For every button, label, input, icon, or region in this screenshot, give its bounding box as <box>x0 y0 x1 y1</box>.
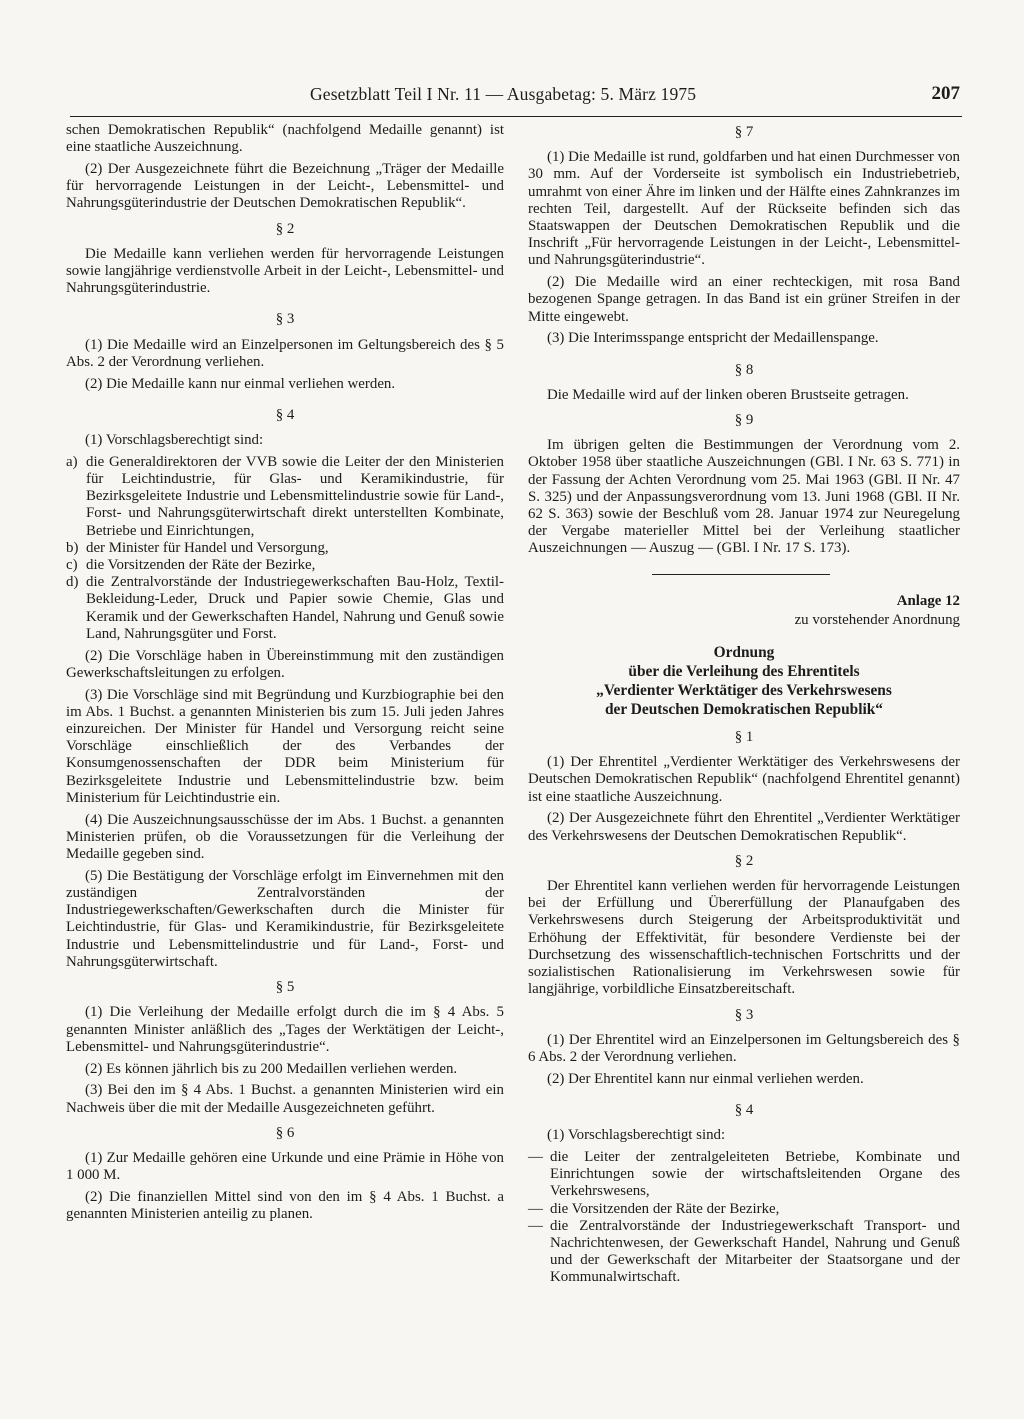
list-item <box>66 454 504 540</box>
paragraph: (1) Der Ehrentitel wird an Einzelpersonen im Geltungsbereich des § 6 Abs. 2 der Verordnung verliehen. <box>528 1031 960 1065</box>
list-text: der Minister für Handel und Versorgung, <box>86 539 329 556</box>
list-label: c) <box>66 557 78 574</box>
annex-label: Anlage 12 <box>896 592 960 609</box>
paragraph: Die Medaille kann verliehen werden für hervorragende Leistungen sowie langjährige verdienstvolle Arbeit in der Leicht-, Lebensmittel- und Nahrungsgüterindustrie. <box>66 245 504 297</box>
title-line: „Verdienter Werktätiger des Verkehrswesens <box>596 682 892 700</box>
running-title: Gesetzblatt Teil I Nr. 11 — Ausgabetag: 5. März 1975 <box>310 84 697 104</box>
list-dash: — <box>528 1148 543 1165</box>
list-item <box>528 1201 960 1218</box>
paragraph: (2) Der Ausgezeichnete führt den Ehrentitel „Verdienter Werktätiger des Verkehrswesens der Deutschen Demokratischen Republik“. <box>528 810 960 844</box>
paragraph: Im übrigen gelten die Bestimmungen der Verordnung vom 2. Oktober 1958 über staatliche Auszeichnungen (GBl. I Nr. 63 S. 771) in der Fassung der Achten Verordnung vom 25. Mai 1963 (GBl. II Nr. 47 S. 325) und der Anpassungsverordnung vom 13. Juni 1968 (GBl. II Nr. 62 S. 363) sowie der Beschluß vom 28. Januar 1974 zur Neuregelung der Vergabe materieller Mittel bei der Verleihung staatlicher Auszeichnungen — Auszug — (GBl. I Nr. 17 S. 173). <box>528 437 960 557</box>
list-label: a) <box>66 453 78 470</box>
page-header <box>70 82 962 117</box>
list-item <box>66 574 504 643</box>
paragraph: (3) Die Interimsspange entspricht der Medaillenspange. <box>547 330 879 347</box>
paragraph: (2) Der Ehrentitel kann nur einmal verliehen werden. <box>547 1070 864 1087</box>
list-label: d) <box>66 574 79 591</box>
paragraph: (1) Der Ehrentitel „Verdienter Werktätiger des Verkehrswesens der Deutschen Demokratischen Republik“ (nachfolgend Ehrentitel genannt) ist eine staatliche Auszeichnung. <box>528 754 960 805</box>
list-text: die Zentralvorstände der Industriegewerkschaften Bau-Holz, Textil-Bekleidung-Leder, Druck und Papier sowie Chemie, Glas und Keramik und der Gewerkschaften Handel, Nahrung und Genuß sowie Land, Nahrungsgüter und Forst. <box>86 574 504 642</box>
paragraph: (1) Die Verleihung der Medaille erfolgt durch die im § 4 Abs. 5 genannten Minister anläßlich des „Tages der Werktätigen der Leicht-, Lebensmittel- und Nahrungsgüterindustrie“. <box>66 1004 504 1055</box>
paragraph: (3) Bei den im § 4 Abs. 1 Buchst. a genannten Ministerien wird ein Nachweis über die mit der Medaille Ausgezeichneten geführt. <box>66 1082 504 1116</box>
paragraph: (2) Die Medaille kann nur einmal verliehen werden. <box>85 375 396 392</box>
list-text: die Zentralvorstände der Industriegewerkschaft Transport- und Nachrichtenwesen, der Gewerkschaft Handel, Nahrung und Genuß und der Gewerkschaft der Mitarbeiter der Staatsorgane und der Kommunalwirtschaft. <box>550 1217 960 1286</box>
paragraph: Der Ehrentitel kann verliehen werden für hervorragende Leistungen bei der Erfüllung und Übererfüllung der Planaufgaben des Verkehrswesens durch Steigerung der Arbeitsproduktivität und Erhöhung der Effektivität, für besondere Verdienste bei der Durchsetzung des wissenschaftlich-technischen Fortschritts und der sozialistischen Rationalisierung im Verkehrswesen sowie für langjährige, vorbildliche Einsatzbereitschaft. <box>528 878 960 998</box>
title-line: der Deutschen Demokratischen Republik“ <box>604 701 884 719</box>
page-number: 207 <box>931 83 960 104</box>
title-line: Ordnung <box>713 644 775 662</box>
paragraph: Die Medaille wird auf der linken oberen Brustseite getragen. <box>547 386 909 403</box>
list-dash: — <box>528 1200 543 1217</box>
list-dash: — <box>528 1217 543 1234</box>
annex-subtitle: zu vorstehender Anordnung <box>794 611 960 628</box>
section-heading: § 6 <box>275 1124 295 1141</box>
paragraph: (2) Die finanziellen Mittel sind von den im § 4 Abs. 1 Buchst. a genannten Ministerien anteilig zu planen. <box>66 1188 504 1223</box>
paragraph: (2) Die Medaille wird an einer rechteckigen, mit rosa Band bezogenen Spange getragen. In das Band ist ein grüner Streifen in der Mitte eingewebt. <box>528 274 960 325</box>
section-heading: § 9 <box>734 412 754 429</box>
section-heading: § 8 <box>734 361 754 378</box>
list-text: die Vorsitzenden der Räte der Bezirke, <box>86 557 316 574</box>
list-label: b) <box>66 539 79 556</box>
list-item <box>528 1218 960 1287</box>
section-heading: § 5 <box>275 979 295 996</box>
paragraph: schen Demokratischen Republik“ (nachfolgend Medaille genannt) ist eine staatliche Auszeichnung. <box>66 122 504 156</box>
ordinance-title <box>528 643 960 719</box>
paragraph: (2) Die Vorschläge haben in Übereinstimmung mit den zuständigen Gewerkschaftsleitungen zu erfolgen. <box>66 647 504 681</box>
list-text: die Vorsitzenden der Räte der Bezirke, <box>550 1200 780 1217</box>
section-heading: § 2 <box>734 852 754 869</box>
paragraph: (1) Vorschlagsberechtigt sind: <box>85 432 264 449</box>
list-item <box>528 1149 960 1201</box>
paragraph: (1) Die Medaille wird an Einzelpersonen im Geltungsbereich des § 5 Abs. 2 der Verordnung verliehen. <box>66 336 504 370</box>
section-heading: § 3 <box>275 311 295 328</box>
paragraph: (1) Zur Medaille gehören eine Urkunde und eine Prämie in Höhe von 1 000 M. <box>66 1149 504 1184</box>
paragraph: (3) Die Vorschläge sind mit Begründung und Kurzbiographie bei den im Abs. 1 Buchst. a genannten Ministerien bis zum 15. Juli jeden Jahres einzureichen. Der Minister für Handel und Versorgung reicht seine Vorschläge einschließlich der des Verbandes der Konsumgenossenschaften der DDR beim Ministerium für Bezirksgeleitete Industrie und Lebensmittelindustrie bzw. beim Ministerium für Leichtindustrie ein. <box>66 686 504 806</box>
section-heading: § 7 <box>734 124 754 140</box>
section-heading: § 3 <box>734 1006 754 1023</box>
list-item <box>66 540 504 557</box>
section-heading: § 1 <box>734 729 754 746</box>
paragraph: (2) Der Ausgezeichnete führt die Bezeichnung „Träger der Medaille für hervorragende Leistungen in der Leicht-, Lebensmittel- und Nahrungsgüterindustrie der Deutschen Demokratischen Republik“. <box>66 161 504 212</box>
paragraph: (2) Es können jährlich bis zu 200 Medaillen verliehen werden. <box>85 1060 458 1077</box>
separator-rule <box>652 574 830 575</box>
paragraph: (1) Vorschlagsberechtigt sind: <box>547 1127 726 1144</box>
paragraph: (5) Die Bestätigung der Vorschläge erfolgt im Einvernehmen mit den zuständigen Zentralvorständen der Industriegewerkschaften/Gewerkschaften durch die Minister für Leichtindustrie, für Glas- und Keramikindustrie, für Bezirksgeleitete Industrie und Lebensmittelindustrie und für Land-, Forst- und Nahrungsgüterwirtschaft. <box>66 867 504 970</box>
section-heading: § 4 <box>734 1101 754 1118</box>
left-column <box>66 122 504 1228</box>
list-text: die Leiter der zentralgeleiteten Betriebe, Kombinate und Einrichtungen sowie der wirtschaftsleitenden Organe des Verkehrswesens, <box>550 1148 960 1200</box>
right-column <box>528 122 960 1287</box>
section-heading: § 4 <box>275 406 295 423</box>
list-text: die Generaldirektoren der VVB sowie die Leiter der den Ministerien für Leichtindustrie, für Glas- und Keramikindustrie, für Bezirksgeleitete Industrie und Lebensmittelindustrie sowie für Land-, Forst- und Nahrungsgüterwirtschaft direkt unterstellten Kombinate, Betriebe und Einrichtungen, <box>86 453 504 539</box>
paragraph: (4) Die Auszeichnungsausschüsse der im Abs. 1 Buchst. a genannten Ministerien prüfen, ob die Voraussetzungen für die Verleihung der Medaille gegeben sind. <box>66 811 504 863</box>
section-heading: § 2 <box>275 220 295 237</box>
paragraph: (1) Die Medaille ist rund, goldfarben und hat einen Durchmesser von 30 mm. Auf der Vorderseite ist symbolisch ein Industriebetrieb, umrahmt von einer Ähre im linken und der Hälfte eines Zahnkranzes im rechten Teil, dargestellt. Auf der Rückseite befinden sich das Staatswappen der Deutschen Demokratischen Republik und die Inschrift „Für hervorragende Leistungen in der Leicht-, Lebensmittel- und Nahrungsgüterindustrie“. <box>528 149 960 269</box>
title-line: über die Verleihung des Ehrentitels <box>628 663 860 681</box>
list-item <box>66 557 504 574</box>
